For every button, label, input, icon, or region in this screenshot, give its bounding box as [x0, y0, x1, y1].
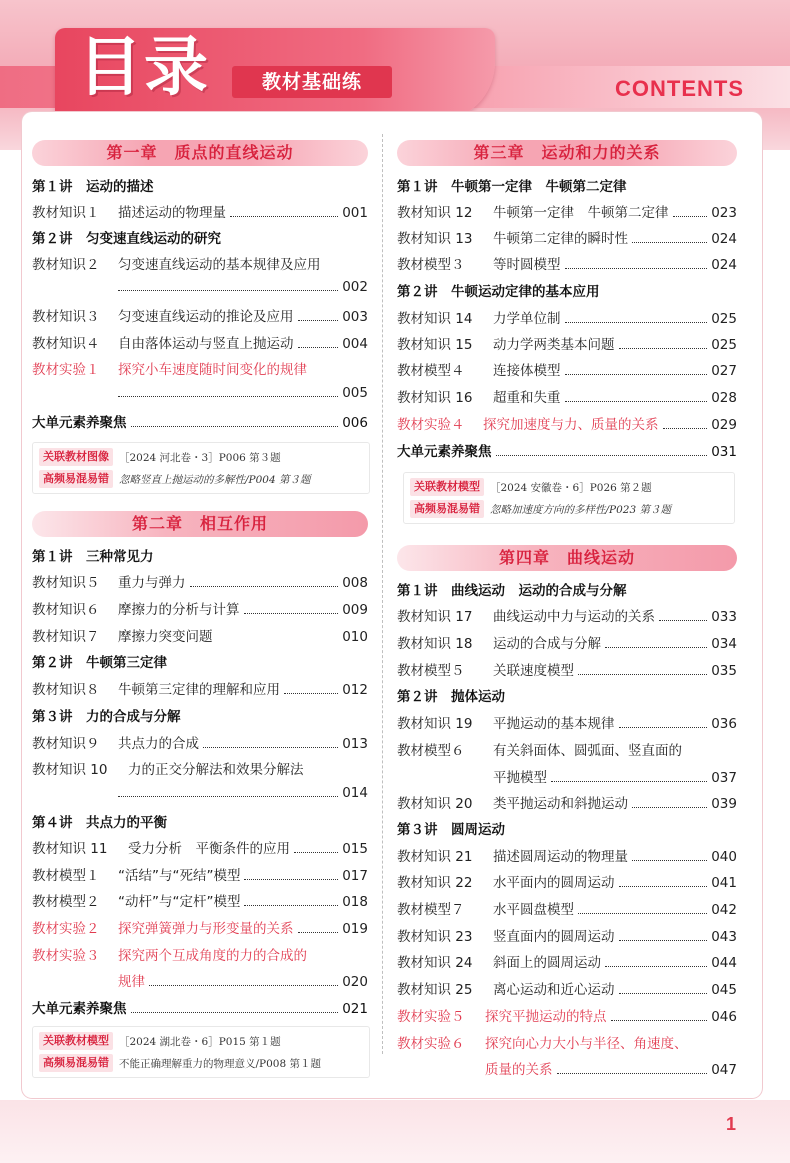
entry-page: 042 [711, 902, 737, 918]
mistake-tag: 高频易混易错 [410, 500, 484, 518]
toc-entry-continuation[interactable] [32, 785, 368, 801]
toc-entry[interactable] [397, 925, 737, 945]
entry-page: 044 [711, 955, 737, 971]
entry-title: 探究弹簧弹力与形变量的关系 [118, 921, 294, 937]
entry-page: 001 [342, 205, 368, 221]
dot-leader [496, 455, 708, 456]
dot-leader [619, 993, 708, 994]
entry-page: 045 [711, 982, 737, 998]
entry-title: 匀变速直线运动的推论及应用 [118, 309, 294, 325]
lecture-heading[interactable]: 第２讲 抛体运动 [397, 689, 505, 705]
unit-focus-entry[interactable] [397, 440, 737, 460]
dot-leader [565, 374, 708, 375]
entry-label: 教材实验２ [32, 921, 100, 937]
unit-title: 大单元素养聚焦 [397, 444, 492, 460]
toc-entry[interactable] [32, 837, 368, 857]
toc-entry[interactable] [397, 978, 737, 998]
mistake-text: 忽略竖直上抛运动的多解性/P004 第３题 [119, 473, 311, 486]
entry-title: 离心运动和近心运动 [493, 982, 615, 998]
dot-leader [605, 647, 707, 648]
entry-page: 035 [711, 663, 737, 679]
chapter-1-heading[interactable]: 第一章 质点的直线运动 [32, 140, 368, 166]
entry-title: 探究小车速度随时间变化的规律 [118, 362, 307, 378]
entry-label: 教材知识 10 [32, 762, 108, 778]
entry-title: 共点力的合成 [118, 736, 199, 752]
entry-label: 教材知识 20 [397, 796, 473, 812]
entry-page: 034 [711, 636, 737, 652]
toc-entry[interactable] [397, 712, 737, 732]
dot-leader [217, 640, 339, 641]
chapter-3-heading[interactable]: 第三章 运动和力的关系 [397, 140, 737, 166]
dot-leader [619, 348, 708, 349]
entry-page: 002 [342, 279, 368, 295]
entry-label: 教材知识 14 [397, 311, 473, 327]
entry-title: 自由落体运动与竖直上抛运动 [118, 336, 294, 352]
entry-page: 015 [342, 841, 368, 857]
info-row[interactable] [410, 478, 652, 496]
entry-label: 教材知识 15 [397, 337, 473, 353]
entry-label: 教材知识 17 [397, 609, 473, 625]
dot-leader [190, 586, 339, 587]
entry-title: 连接体模型 [493, 363, 561, 379]
entry-page: 046 [711, 1009, 737, 1025]
dot-leader [149, 985, 338, 986]
mistake-text: 不能正确理解重力的物理意义/P008 第１题 [119, 1057, 321, 1070]
entry-page: 031 [711, 444, 737, 460]
entry-title: 竖直面内的圆周运动 [493, 929, 615, 945]
entry-page: 017 [342, 868, 368, 884]
toc-entry-continuation[interactable] [32, 970, 368, 990]
dot-leader [131, 1012, 339, 1013]
entry-page: 047 [711, 1062, 737, 1078]
dot-leader [565, 322, 708, 323]
entry-page: 009 [342, 602, 368, 618]
entry-page: 040 [711, 849, 737, 865]
toc-entry-continuation[interactable] [397, 1058, 737, 1078]
toc-entry[interactable] [32, 253, 368, 273]
related-text: ［2024 安徽卷・6］P026 第２题 [490, 481, 652, 494]
related-text: ［2024 河北卷・3］P006 第３题 [119, 451, 281, 464]
entry-title: 斜面上的圆周运动 [493, 955, 601, 971]
entry-title: 探究两个互成角度的力的合成的 [118, 948, 307, 964]
lecture-heading[interactable]: 第１讲 三种常见力 [32, 549, 154, 565]
entry-title: 探究向心力大小与半径、角速度、 [485, 1036, 688, 1052]
entry-page: 008 [342, 575, 368, 591]
entry-page: 003 [342, 309, 368, 325]
toc-entry[interactable] [32, 732, 368, 752]
entry-label: 教材知识１ [32, 205, 100, 221]
entry-title: 等时圆模型 [493, 257, 561, 273]
entry-label: 教材模型２ [32, 894, 100, 910]
footer-band [0, 1100, 790, 1163]
related-tag: 关联教材模型 [39, 1032, 113, 1050]
dot-leader [632, 242, 707, 243]
entry-page: 027 [711, 363, 737, 379]
toc-entry-experiment[interactable] [397, 413, 737, 433]
entry-label: 教材模型６ [397, 743, 465, 759]
info-row[interactable] [39, 470, 310, 488]
toc-entry[interactable] [397, 871, 737, 891]
dot-leader [230, 216, 338, 217]
toc-entry[interactable] [32, 890, 368, 910]
lecture-heading[interactable]: 第１讲 牛顿第一定律 牛顿第二定律 [397, 179, 627, 195]
mistake-text: 忽略加速度方向的多样性/P023 第３题 [490, 503, 671, 516]
toc-entry-continuation[interactable] [397, 766, 737, 786]
dot-leader [298, 347, 339, 348]
dot-leader [294, 852, 338, 853]
dot-leader [131, 426, 339, 427]
related-info-box [32, 442, 370, 494]
entry-title: 超重和失重 [493, 390, 561, 406]
toc-entry[interactable] [397, 253, 737, 273]
column-divider [382, 134, 383, 1054]
entry-label: 教材知识 11 [32, 841, 108, 857]
entry-label: 教材知识 12 [397, 205, 473, 221]
entry-page: 037 [711, 770, 737, 786]
page-title: 目录 [78, 31, 210, 105]
entry-label: 教材实验１ [32, 362, 100, 378]
entry-title: 水平面内的圆周运动 [493, 875, 615, 891]
entry-label: 教材知识８ [32, 682, 100, 698]
info-row[interactable] [39, 1032, 281, 1050]
lecture-heading[interactable]: 第２讲 牛顿第三定律 [32, 655, 167, 671]
toc-entry[interactable] [32, 598, 368, 618]
info-row[interactable] [410, 500, 671, 518]
entry-label: 教材实验５ [397, 1009, 465, 1025]
entry-title: 有关斜面体、圆弧面、竖直面的 [493, 743, 682, 759]
dot-leader [619, 940, 708, 941]
entry-title: 受力分析 平衡条件的应用 [128, 841, 290, 857]
lecture-heading[interactable]: 第３讲 力的合成与分解 [32, 709, 181, 725]
entry-label: 教材知识５ [32, 575, 100, 591]
entry-label: 教材知识 18 [397, 636, 473, 652]
entry-label: 教材知识 23 [397, 929, 473, 945]
lecture-heading[interactable]: 第４讲 共点力的平衡 [32, 815, 167, 831]
dot-leader [578, 913, 707, 914]
entry-label: 教材知识 13 [397, 231, 473, 247]
entry-label: 教材模型３ [397, 257, 465, 273]
entry-title: 平抛运动的基本规律 [493, 716, 615, 732]
lecture-heading[interactable]: 第１讲 运动的描述 [32, 179, 154, 195]
toc-entry[interactable] [32, 571, 368, 591]
info-row[interactable] [39, 1054, 321, 1072]
entry-page: 025 [711, 311, 737, 327]
entry-title: 描述运动的物理量 [118, 205, 226, 221]
dot-leader [551, 781, 707, 782]
lecture-heading[interactable]: 第１讲 曲线运动 运动的合成与分解 [397, 583, 627, 599]
toc-entry[interactable] [32, 305, 368, 325]
dot-leader [298, 320, 339, 321]
toc-entry[interactable] [32, 201, 368, 221]
dot-leader [284, 693, 338, 694]
entry-title-continued: 平抛模型 [493, 770, 547, 786]
dot-leader [565, 401, 708, 402]
entry-label: 教材模型１ [32, 868, 100, 884]
chapter-2-heading[interactable]: 第二章 相互作用 [32, 511, 368, 537]
toc-entry[interactable] [397, 659, 737, 679]
entry-title: 曲线运动中力与运动的关系 [493, 609, 655, 625]
entry-page: 010 [342, 629, 368, 645]
entry-label: 教材知识 19 [397, 716, 473, 732]
entry-page: 039 [711, 796, 737, 812]
entry-title: 力的正交分解法和效果分解法 [128, 762, 304, 778]
entry-page: 041 [711, 875, 737, 891]
dot-leader [203, 747, 338, 748]
entry-label: 教材模型５ [397, 663, 465, 679]
entry-page: 005 [342, 385, 368, 401]
entry-label: 教材模型４ [397, 363, 465, 379]
entry-page: 023 [711, 205, 737, 221]
toc-entry-experiment[interactable] [32, 917, 368, 937]
entry-title: 牛顿第一定律 牛顿第二定律 [493, 205, 669, 221]
entry-page: 012 [342, 682, 368, 698]
entry-title-continued: 规律 [118, 974, 145, 990]
entry-label: 教材知识 21 [397, 849, 473, 865]
entry-title: 摩擦力突变问题 [118, 629, 213, 645]
entry-page: 024 [711, 257, 737, 273]
entry-title: 摩擦力的分析与计算 [118, 602, 240, 618]
dot-leader [632, 860, 707, 861]
entry-label: 教材知识９ [32, 736, 100, 752]
entry-title: “动杆”与“定杆”模型 [118, 894, 241, 910]
entry-label: 教材知识 25 [397, 982, 473, 998]
dot-leader [118, 290, 338, 291]
entry-page: 033 [711, 609, 737, 625]
lecture-heading[interactable]: 第２讲 匀变速直线运动的研究 [32, 231, 221, 247]
toc-entry[interactable] [32, 864, 368, 884]
unit-title: 大单元素养聚焦 [32, 415, 127, 431]
dot-leader [619, 727, 708, 728]
entry-label: 教材知识７ [32, 629, 100, 645]
info-row[interactable] [39, 448, 281, 466]
entry-label: 教材知识３ [32, 309, 100, 325]
toc-entry-experiment[interactable] [32, 944, 368, 964]
toc-entry[interactable] [397, 359, 737, 379]
entry-title: “活结”与“死结”模型 [118, 868, 241, 884]
dot-leader [632, 807, 707, 808]
toc-entry[interactable] [397, 845, 737, 865]
mistake-tag: 高频易混易错 [39, 1054, 113, 1072]
entry-title-continued: 质量的关系 [485, 1062, 553, 1078]
toc-entry-experiment[interactable] [397, 1005, 737, 1025]
dot-leader [118, 396, 338, 397]
entry-page: 019 [342, 921, 368, 937]
toc-entry[interactable] [32, 332, 368, 352]
related-text: ［2024 湖北卷・6］P015 第１题 [119, 1035, 281, 1048]
related-tag: 关联教材模型 [410, 478, 484, 496]
toc-entry[interactable] [397, 739, 737, 759]
toc-entry[interactable] [32, 625, 368, 645]
entry-title: 匀变速直线运动的基本规律及应用 [118, 257, 321, 273]
chapter-4-heading[interactable]: 第四章 曲线运动 [397, 545, 737, 571]
related-tag: 关联教材图像 [39, 448, 113, 466]
toc-entry[interactable] [397, 307, 737, 327]
entry-title: 力学单位制 [493, 311, 561, 327]
dot-leader [611, 1020, 708, 1021]
toc-entry-continuation[interactable] [32, 279, 368, 295]
dot-leader [659, 620, 707, 621]
dot-leader [244, 905, 338, 906]
entry-page: 013 [342, 736, 368, 752]
dot-leader [663, 428, 708, 429]
dot-leader [244, 613, 339, 614]
entry-label: 教材知识 24 [397, 955, 473, 971]
toc-entry-continuation[interactable] [32, 385, 368, 401]
dot-leader [298, 932, 339, 933]
entry-page: 020 [342, 974, 368, 990]
entry-label: 教材知识 22 [397, 875, 473, 891]
entry-title: 重力与弹力 [118, 575, 186, 591]
toc-entry[interactable] [397, 333, 737, 353]
dot-leader [605, 966, 707, 967]
entry-label: 教材模型７ [397, 902, 465, 918]
dot-leader [244, 879, 338, 880]
mistake-tag: 高频易混易错 [39, 470, 113, 488]
entry-page: 006 [342, 415, 368, 431]
toc-entry[interactable] [397, 951, 737, 971]
entry-page: 021 [342, 1001, 368, 1017]
entry-page: 025 [711, 337, 737, 353]
entry-title: 探究加速度与力、质量的关系 [483, 417, 659, 433]
related-info-box [32, 1026, 370, 1078]
dot-leader [565, 268, 708, 269]
entry-label: 教材知识４ [32, 336, 100, 352]
entry-label: 教材知识 16 [397, 390, 473, 406]
entry-page: 018 [342, 894, 368, 910]
toc-entry[interactable] [397, 792, 737, 812]
entry-label: 教材实验４ [397, 417, 465, 433]
entry-page: 024 [711, 231, 737, 247]
toc-entry[interactable] [397, 227, 737, 247]
entry-title: 类平抛运动和斜抛运动 [493, 796, 628, 812]
toc-entry[interactable] [397, 201, 737, 221]
entry-title: 动力学两类基本问题 [493, 337, 615, 353]
dot-leader [619, 886, 708, 887]
toc-entry[interactable] [32, 678, 368, 698]
unit-focus-entry[interactable] [32, 997, 368, 1017]
unit-title: 大单元素养聚焦 [32, 1001, 127, 1017]
toc-entry-experiment[interactable] [32, 358, 368, 378]
dot-leader [118, 796, 338, 797]
entry-title: 牛顿第二定律的瞬时性 [493, 231, 628, 247]
lecture-heading[interactable]: 第２讲 牛顿运动定律的基本应用 [397, 284, 600, 300]
entry-title: 水平圆盘模型 [493, 902, 574, 918]
toc-entry[interactable] [397, 898, 737, 918]
related-info-box [403, 472, 735, 524]
entry-page: 028 [711, 390, 737, 406]
entry-title: 运动的合成与分解 [493, 636, 601, 652]
entry-title: 关联速度模型 [493, 663, 574, 679]
toc-entry-experiment[interactable] [397, 1032, 737, 1052]
entry-label: 教材知识２ [32, 257, 100, 273]
entry-label: 教材实验３ [32, 948, 100, 964]
entry-title: 牛顿第三定律的理解和应用 [118, 682, 280, 698]
entry-label: 教材实验６ [397, 1036, 465, 1052]
page-subtitle: 教材基础练 [232, 66, 392, 98]
contents-label: CONTENTS [615, 76, 744, 101]
entry-page: 014 [342, 785, 368, 801]
dot-leader [557, 1073, 708, 1074]
unit-focus-entry[interactable] [32, 411, 368, 431]
lecture-heading[interactable]: 第３讲 圆周运动 [397, 822, 505, 838]
entry-page: 029 [711, 417, 737, 433]
toc-entry[interactable] [32, 758, 368, 778]
entry-page: 043 [711, 929, 737, 945]
entry-page: 036 [711, 716, 737, 732]
entry-title: 探究平抛运动的特点 [485, 1009, 607, 1025]
entry-page: 004 [342, 336, 368, 352]
entry-title: 描述圆周运动的物理量 [493, 849, 628, 865]
toc-entry[interactable] [397, 386, 737, 406]
dot-leader [578, 674, 707, 675]
entry-label: 教材知识６ [32, 602, 100, 618]
page-number: 1 [725, 1114, 736, 1134]
dot-leader [673, 216, 708, 217]
toc-entry[interactable] [397, 605, 737, 625]
toc-entry[interactable] [397, 632, 737, 652]
